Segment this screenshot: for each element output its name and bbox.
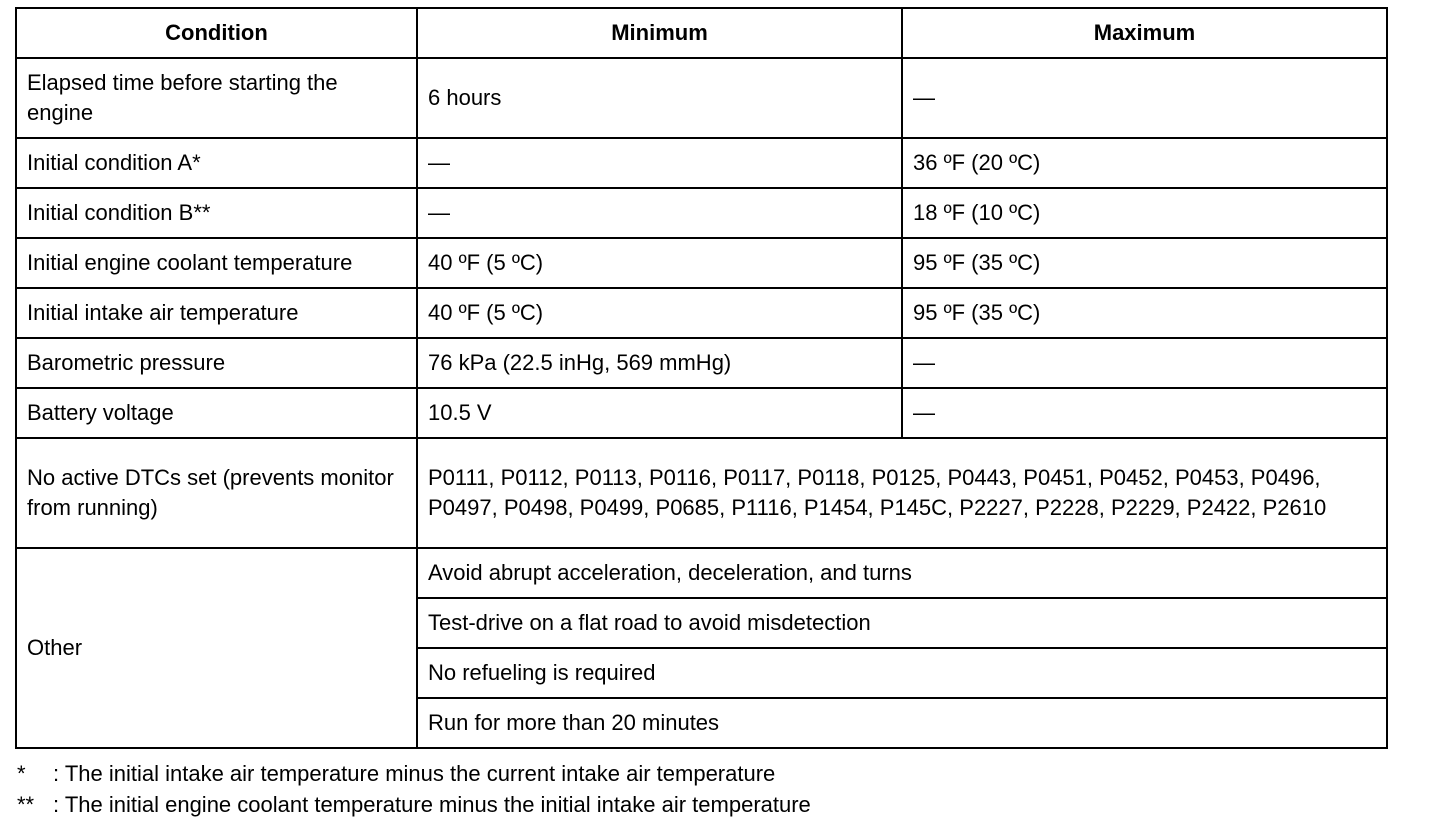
other-item: No refueling is required — [417, 648, 1387, 698]
table-row — [16, 338, 1387, 388]
footnote-mark: * — [17, 761, 26, 786]
maximum-cell: 36 ºF (20 ºC) — [902, 138, 1387, 188]
condition-cell: Elapsed time before starting the engine — [16, 58, 417, 138]
condition-cell: Initial intake air temperature — [16, 288, 417, 338]
maximum-cell: — — [902, 338, 1387, 388]
header-minimum: Minimum — [417, 8, 902, 58]
footnote-text: : The initial intake air temperature minus the current intake air temperature — [53, 761, 776, 786]
maximum-cell: 95 ºF (35 ºC) — [902, 288, 1387, 338]
minimum-cell: 40 ºF (5 ºC) — [417, 288, 902, 338]
condition-cell: Initial engine coolant temperature — [16, 238, 417, 288]
table-row — [16, 58, 1387, 138]
condition-cell: Battery voltage — [16, 388, 417, 438]
table-row — [16, 188, 1387, 238]
maximum-cell: — — [902, 58, 1387, 138]
footnote — [17, 789, 811, 820]
table-header-row — [16, 8, 1387, 58]
header-maximum: Maximum — [902, 8, 1387, 58]
condition-cell: Initial condition A* — [16, 138, 417, 188]
footnotes — [17, 758, 811, 820]
minimum-cell: — — [417, 138, 902, 188]
footnote-text: : The initial engine coolant temperature minus the initial intake air temperature — [53, 792, 811, 817]
other-condition-cell: Other — [16, 548, 417, 748]
condition-cell: No active DTCs set (prevents monitor from running) — [16, 438, 417, 548]
minimum-cell: 10.5 V — [417, 388, 902, 438]
minimum-cell: 6 hours — [417, 58, 902, 138]
table-row — [16, 388, 1387, 438]
other-row — [16, 548, 1387, 598]
header-condition: Condition — [16, 8, 417, 58]
table-row — [16, 138, 1387, 188]
table-row — [16, 288, 1387, 338]
maximum-cell: 95 ºF (35 ºC) — [902, 238, 1387, 288]
other-item: Avoid abrupt acceleration, deceleration, and turns — [417, 548, 1387, 598]
minimum-cell: 76 kPa (22.5 inHg, 569 mmHg) — [417, 338, 902, 388]
condition-cell: Initial condition B** — [16, 188, 417, 238]
conditions-table — [15, 7, 1388, 749]
footnote-mark: ** — [17, 792, 35, 817]
minimum-cell: 40 ºF (5 ºC) — [417, 238, 902, 288]
minimum-cell: — — [417, 188, 902, 238]
footnote — [17, 758, 811, 789]
dtc-codes-cell: P0111, P0112, P0113, P0116, P0117, P0118, P0125, P0443, P0451, P0452, P0453, P0496, P0497, P0498, P0499, P0685, P1116, P1454, P145C, P2227, P2228, P2229, P2422, P2610 — [417, 438, 1387, 548]
maximum-cell: — — [902, 388, 1387, 438]
other-item: Run for more than 20 minutes — [417, 698, 1387, 748]
maximum-cell: 18 ºF (10 ºC) — [902, 188, 1387, 238]
other-item: Test-drive on a flat road to avoid misdetection — [417, 598, 1387, 648]
dtc-row — [16, 438, 1387, 548]
condition-cell: Barometric pressure — [16, 338, 417, 388]
table-row — [16, 238, 1387, 288]
